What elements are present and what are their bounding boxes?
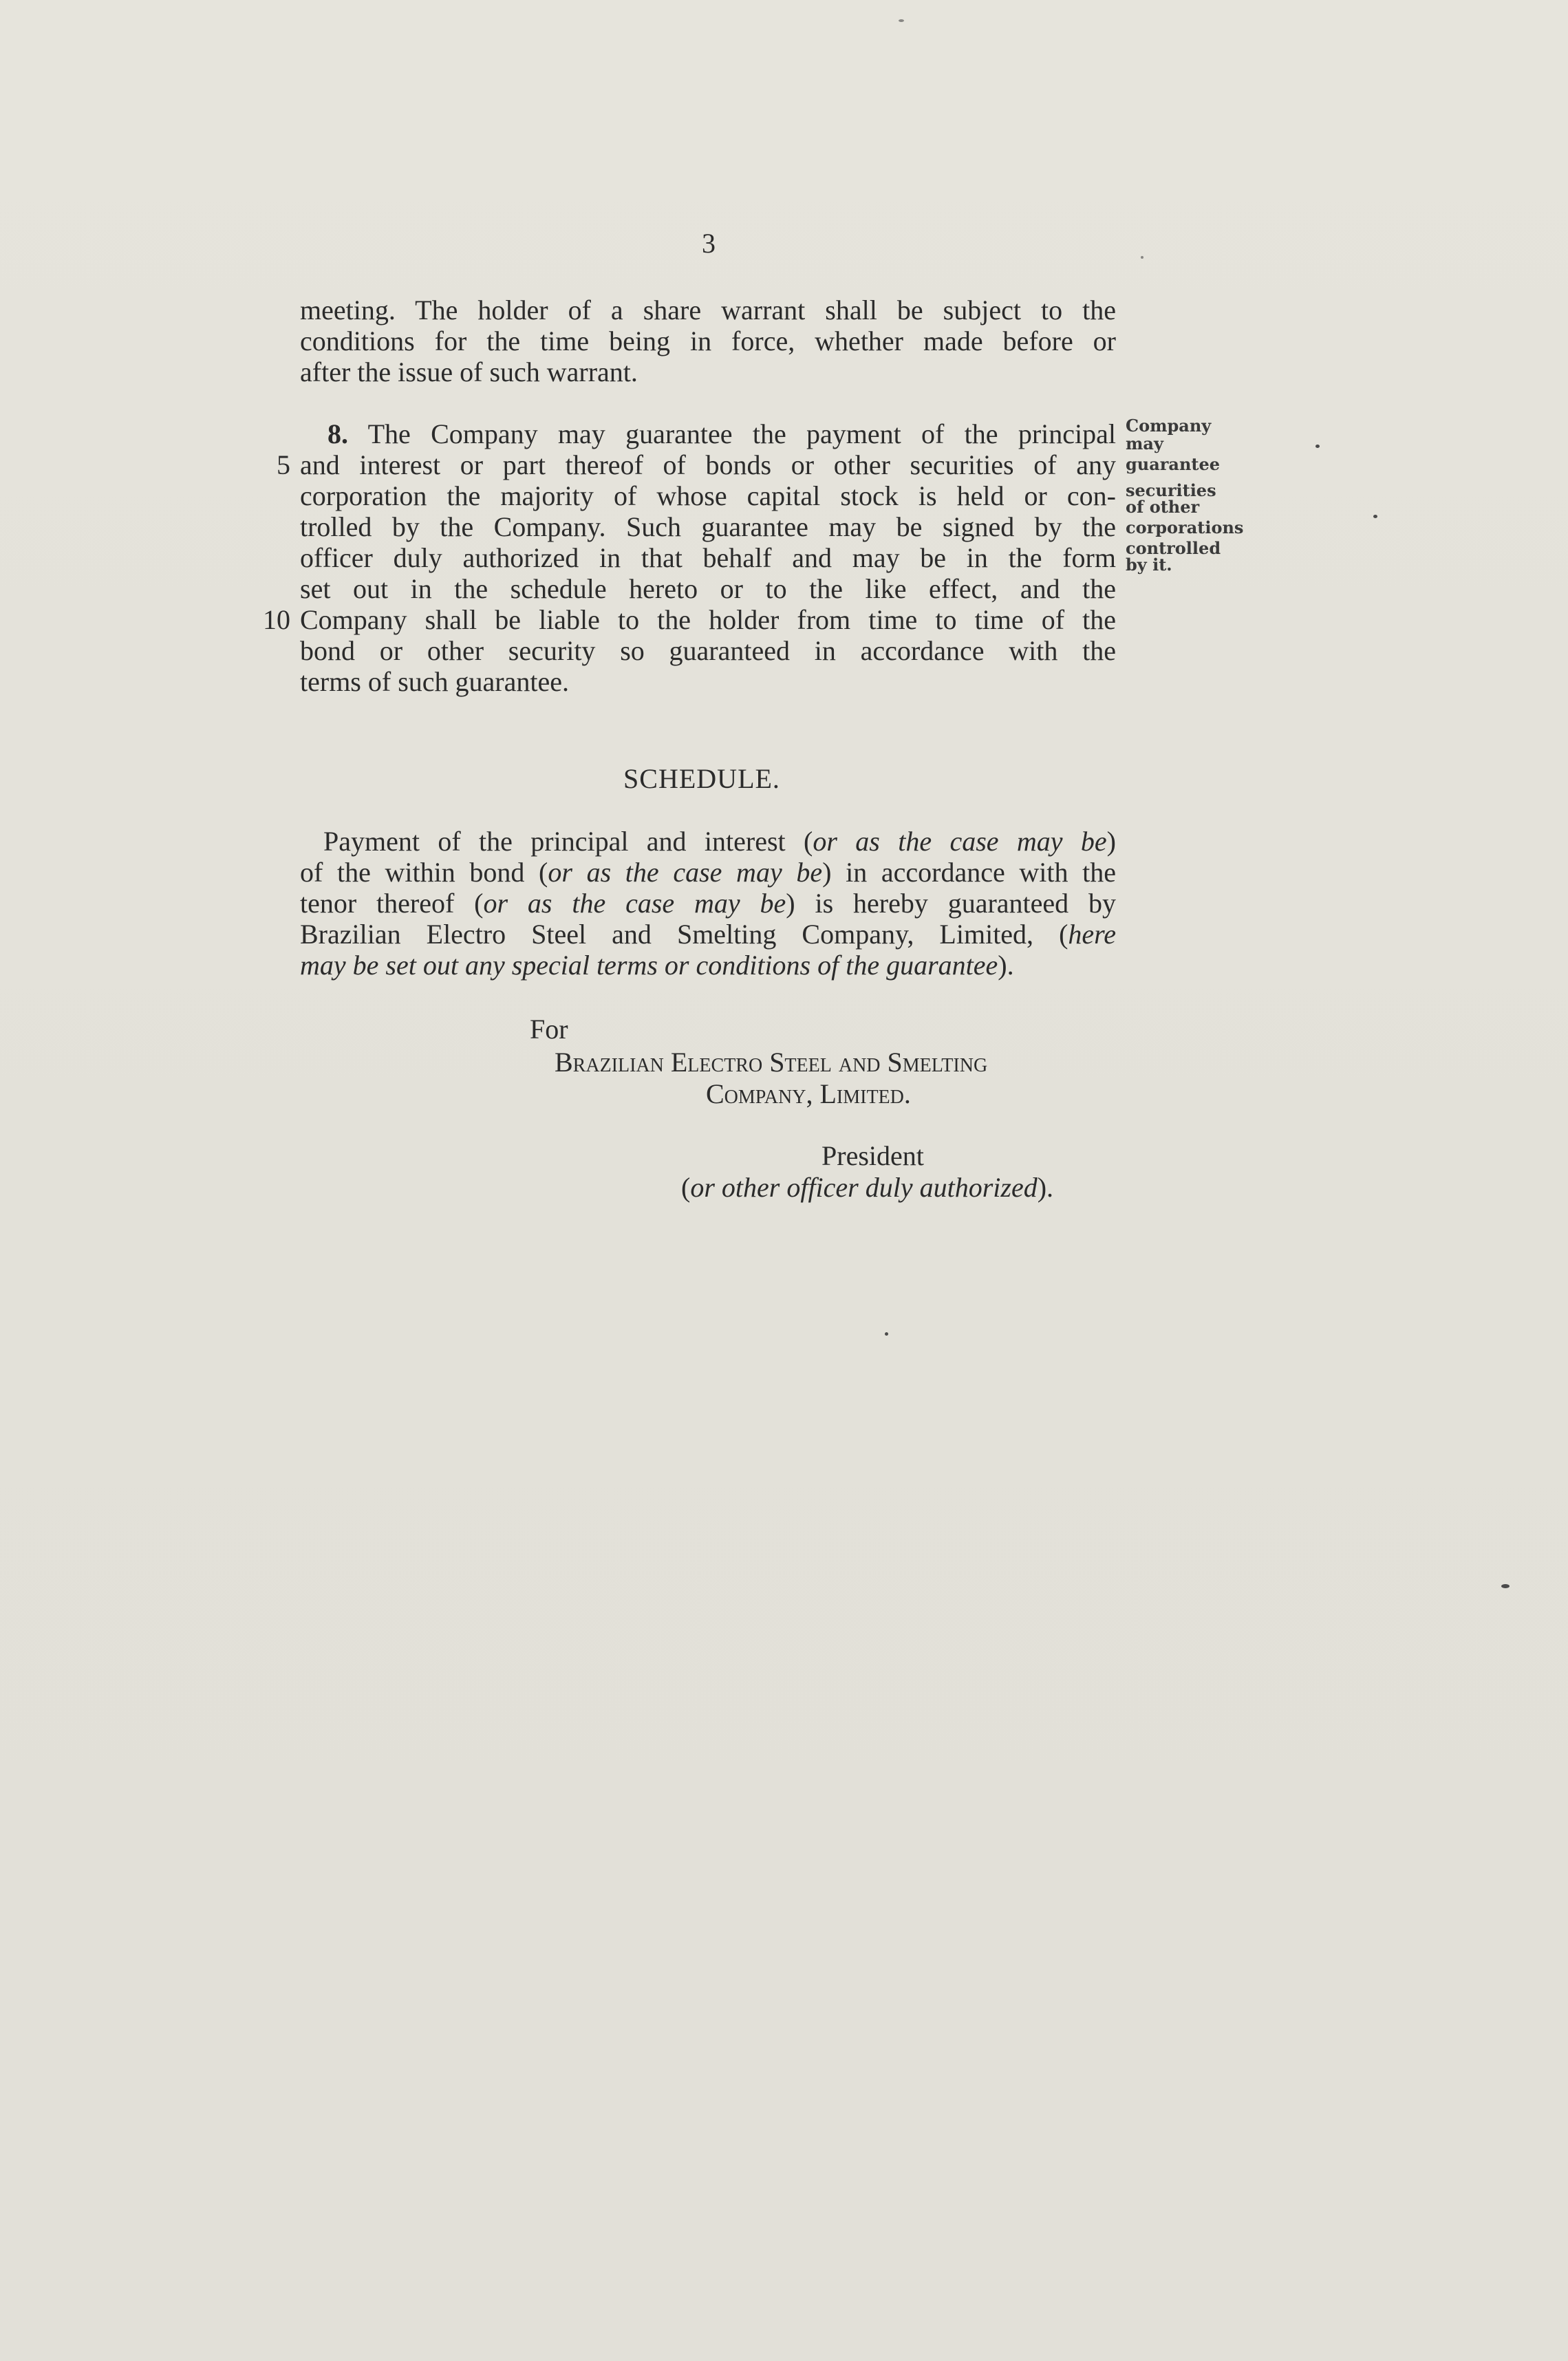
schedule-line-1-c: ) [1106, 826, 1116, 857]
schedule-line-5-b: may be set out any special terms or conditions of the guarantee [300, 950, 998, 981]
schedule-line-2 [300, 857, 1116, 888]
margin-note-line-5: of other [1126, 497, 1200, 517]
signature-qualifier-text: or other officer duly authorized [690, 1172, 1038, 1203]
paper-speck [1373, 515, 1377, 518]
margin-note-line-1: Company [1126, 416, 1212, 436]
signature-company-line-2: Company, Limited. [706, 1078, 911, 1109]
line-number-5: 5 [277, 449, 290, 480]
schedule-line-1 [323, 826, 1116, 857]
margin-note-line-4: securities [1126, 480, 1216, 500]
paper-speck [899, 19, 904, 22]
section-8-line-2: and interest or part thereof of bonds or other securities of any [300, 449, 1116, 480]
section-8-line-1 [327, 418, 1116, 449]
schedule-line-3 [300, 888, 1116, 919]
margin-note-line-8: by it. [1126, 555, 1172, 575]
section-8-line-7: Company shall be liable to the holder from time to time of the [300, 604, 1116, 635]
signature-company-line-1: Brazilian Electro Steel and Smelting [555, 1047, 988, 1078]
section-8-first-line-text: The Company may guarantee the payment of the principal [367, 418, 1116, 449]
section-8-line-8: bond or other security so guaranteed in accordance with the [300, 635, 1116, 666]
margin-note-line-7: controlled [1126, 538, 1221, 558]
schedule-line-1-a: Payment of the principal and interest ( [323, 826, 813, 857]
paper-speck [1141, 256, 1143, 259]
schedule-line-4-a: Brazilian Electro Steel and Smelting Company, Limited, ( [300, 919, 1068, 950]
continuation-line-1: meeting. The holder of a share warrant shall be subject to the [300, 295, 1116, 325]
schedule-line-5-c: ). [998, 950, 1014, 981]
signature-qualifier-open: ( [681, 1172, 691, 1203]
margin-note-line-3: guarantee [1126, 454, 1221, 474]
paper-speck [1501, 1584, 1510, 1588]
schedule-line-3-c: ) is hereby guaranteed by [786, 888, 1117, 919]
schedule-line-2-b: or as the case may be [548, 857, 823, 888]
continuation-line-2: conditions for the time being in force, whether made before or [300, 325, 1116, 356]
section-8-line-5: officer duly authorized in that behalf and may be in the form [300, 542, 1116, 573]
schedule-line-4-b: here [1068, 919, 1116, 950]
schedule-line-2-a: of the within bond ( [300, 857, 548, 888]
page-number: 3 [702, 228, 716, 259]
paper-speck [1315, 445, 1320, 448]
signature-qualifier-close: ). [1037, 1172, 1054, 1203]
schedule-line-3-b: or as the case may be [483, 888, 786, 919]
margin-note-line-2: may [1126, 434, 1163, 453]
schedule-line-5 [300, 950, 1116, 981]
schedule-heading: SCHEDULE. [623, 763, 780, 794]
section-number: 8. [327, 418, 348, 449]
section-8-line-3: corporation the majority of whose capital stock is held or con- [300, 480, 1116, 511]
section-8-line-9: terms of such guarantee. [300, 666, 569, 697]
schedule-line-1-b: or as the case may be [813, 826, 1107, 857]
line-number-10: 10 [263, 604, 290, 635]
schedule-line-3-a: tenor thereof ( [300, 888, 484, 919]
signature-for: For [530, 1014, 568, 1045]
continuation-line-3: after the issue of such warrant. [300, 356, 638, 387]
signature-qualifier [681, 1171, 1053, 1204]
paper-speck [885, 1332, 888, 1336]
signature-title: President [821, 1140, 924, 1171]
section-8-line-6: set out in the schedule hereto or to the like effect, and the [300, 573, 1116, 604]
schedule-line-4 [300, 919, 1116, 950]
section-8-line-4: trolled by the Company. Such guarantee may be signed by the [300, 511, 1116, 542]
schedule-line-2-c: ) in accordance with the [822, 857, 1116, 888]
margin-note-line-6: corporations [1126, 517, 1244, 537]
